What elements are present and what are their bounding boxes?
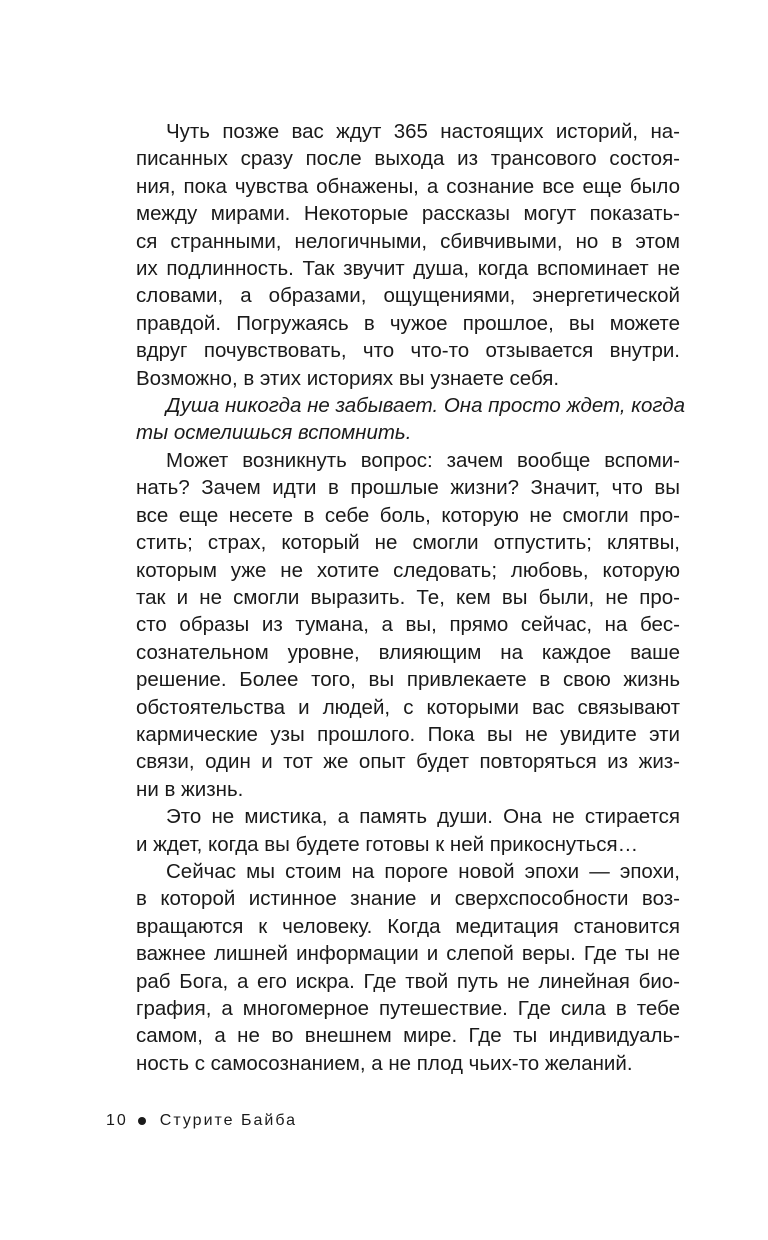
text-line: Чуть позже вас ждут 365 настоящих историй, на- <box>166 120 680 143</box>
page-body-text <box>136 118 685 1077</box>
text-line: вдруг почувствовать, что что-то отзывается внутри. <box>136 339 680 363</box>
text-line: Сейчас мы стоим на пороге новой эпохи — эпохи, <box>166 859 680 883</box>
footer-author: Стурите Байба <box>159 1112 298 1129</box>
text-line: сто образы из тумана, а вы, прямо сейчас, на бес- <box>136 613 680 637</box>
text-line: которым уже не хотите следовать; любовь, которую <box>136 558 680 582</box>
page-number: 10 <box>106 1112 128 1129</box>
text-line: важнее лишней информации и слепой веры. Где ты не <box>136 942 680 966</box>
text-line: Может возникнуть вопрос: зачем вообще вспоми- <box>166 448 680 472</box>
text-line: раб Бога, а его искра. Где твой путь не линейная био- <box>136 969 680 993</box>
text-line: так и не смогли выразить. Те, кем вы были, не про- <box>136 585 680 609</box>
text-line: графия, а многомерное путешествие. Где сила в тебе <box>136 997 680 1020</box>
text-line: правдой. Погружаясь в чужое прошлое, вы можете <box>136 311 680 335</box>
text-line: и ждет, когда вы будете готовы к ней прикоснуться… <box>136 832 639 856</box>
italic-text-line: ты осмелишься вспомнить. <box>136 421 412 445</box>
text-line: словами, а образами, ощущениями, энергетической <box>136 284 680 308</box>
text-line: все еще несете в себе боль, которую не смогли про- <box>136 503 680 527</box>
bullet-dot-icon <box>138 1117 146 1125</box>
text-line: в которой истинное знание и сверхспособности воз- <box>136 887 680 911</box>
italic-text-line: Душа никогда не забывает. Она просто ждет, когда <box>166 394 685 418</box>
text-line: решение. Более того, вы привлекаете в свою жизнь <box>136 668 680 692</box>
text-line: связи, один и тот же опыт будет повторяться из жиз- <box>136 750 680 774</box>
page-footer <box>106 1112 297 1130</box>
text-line: кармические узы прошлого. Пока вы не увидите эти <box>136 722 680 746</box>
text-line: ся странными, нелогичными, сбивчивыми, но в этом <box>136 229 680 253</box>
text-line: Возможно, в этих историях вы узнаете себя. <box>136 366 560 390</box>
text-line: вращаются к человеку. Когда медитация становится <box>136 914 680 938</box>
text-line: между мирами. Некоторые рассказы могут показать- <box>136 202 680 226</box>
text-line: стить; страх, который не смогли отпустить; клятвы, <box>136 531 680 555</box>
text-line: Это не мистика, а память души. Она не стирается <box>166 805 680 829</box>
text-line: их подлинность. Так звучит душа, когда вспоминает не <box>136 257 680 281</box>
text-line: самом, а не во внешнем мире. Где ты индивидуаль- <box>136 1024 680 1048</box>
text-line: ни в жизнь. <box>136 777 244 801</box>
text-line: писанных сразу после выхода из трансового состоя- <box>136 147 680 171</box>
text-line: сознательном уровне, влияющим на каждое ваше <box>136 640 680 664</box>
text-line: ность с самосознанием, а не плод чьих-то желаний. <box>136 1051 633 1075</box>
text-line: обстоятельства и людей, с которыми вас связывают <box>136 695 680 719</box>
text-line: нать? Зачем идти в прошлые жизни? Значит, что вы <box>136 476 680 500</box>
text-line: ния, пока чувства обнажены, а сознание все еще было <box>136 174 680 198</box>
